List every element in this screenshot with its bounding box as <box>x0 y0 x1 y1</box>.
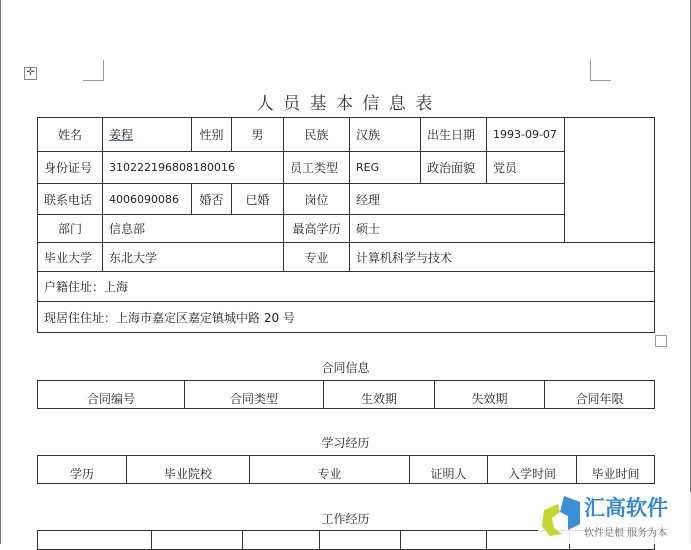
logo-icon <box>540 494 584 538</box>
margin-mark <box>590 60 611 81</box>
major-label: 专业 <box>283 242 350 272</box>
contract-section-title: 合同信息 <box>321 361 370 375</box>
ethnic-label: 民族 <box>283 117 350 152</box>
work-cell <box>319 530 401 550</box>
edu-label: 最高学历 <box>283 214 350 243</box>
univ-value[interactable]: 东北大学 <box>102 242 284 272</box>
work-cell <box>151 530 243 550</box>
watermark-name: 汇高软件 <box>584 496 668 520</box>
study-header: 毕业院校 <box>126 455 250 484</box>
current-address[interactable]: 现居住住址：上海市嘉定区嘉定镇城中路 20 号 <box>37 301 655 333</box>
phone-value[interactable]: 4006090086 <box>102 183 192 215</box>
phone-label: 联系电话 <box>37 183 103 215</box>
contract-header: 生效期 <box>323 380 435 409</box>
birth-value[interactable]: 1993-09-07 <box>486 117 565 152</box>
post-value[interactable]: 经理 <box>349 183 565 215</box>
work-cell <box>242 530 320 550</box>
name-value[interactable] <box>102 117 192 152</box>
dept-value[interactable]: 信息部 <box>102 214 284 243</box>
margin-mark <box>83 60 104 81</box>
name-label: 姓名 <box>37 117 103 152</box>
photo-cell[interactable] <box>564 117 655 243</box>
married-value[interactable]: 已婚 <box>231 183 284 215</box>
contract-header: 合同类型 <box>184 380 324 409</box>
political-label: 政治面貌 <box>420 151 487 184</box>
contract-header: 合同编号 <box>37 380 185 409</box>
study-header: 证明人 <box>409 455 488 484</box>
type-label: 员工类型 <box>283 151 350 184</box>
study-header: 毕业时间 <box>576 455 655 484</box>
study-header: 专业 <box>249 455 410 484</box>
watermark-logo <box>538 492 691 544</box>
type-value[interactable]: REG <box>349 151 421 184</box>
table-resize-handle[interactable] <box>655 335 667 347</box>
gender-label: 性别 <box>191 117 232 152</box>
study-header: 入学时间 <box>487 455 577 484</box>
watermark-slogan: 软件是根 服务为本 <box>584 528 668 539</box>
work-cell <box>37 530 152 550</box>
edu-value[interactable]: 硕士 <box>349 214 565 243</box>
id-label: 身份证号 <box>37 151 103 184</box>
birth-label: 出生日期 <box>420 117 487 152</box>
post-label: 岗位 <box>283 183 350 215</box>
id-value[interactable]: 310222196808180016 <box>102 151 284 184</box>
name-text: 姜程 <box>109 128 134 142</box>
study-section-title: 学习经历 <box>321 436 370 450</box>
page-title: 人 员 基 本 信 息 表 <box>256 94 435 114</box>
political-value[interactable]: 党员 <box>486 151 565 184</box>
hukou-address[interactable]: 户籍住址：上海 <box>37 271 655 302</box>
ethnic-value[interactable]: 汉族 <box>349 117 421 152</box>
work-cell <box>400 530 487 550</box>
married-label: 婚否 <box>191 183 232 215</box>
work-section-title: 工作经历 <box>321 512 370 526</box>
major-value[interactable]: 计算机科学与技术 <box>349 242 655 272</box>
table-move-handle-icon[interactable]: ✛ <box>24 67 37 80</box>
gender-value[interactable]: 男 <box>231 117 284 152</box>
contract-header: 合同年限 <box>544 380 655 409</box>
study-header: 学历 <box>37 455 127 484</box>
contract-header: 失效期 <box>434 380 545 409</box>
univ-label: 毕业大学 <box>37 242 103 272</box>
dept-label: 部门 <box>37 214 103 243</box>
